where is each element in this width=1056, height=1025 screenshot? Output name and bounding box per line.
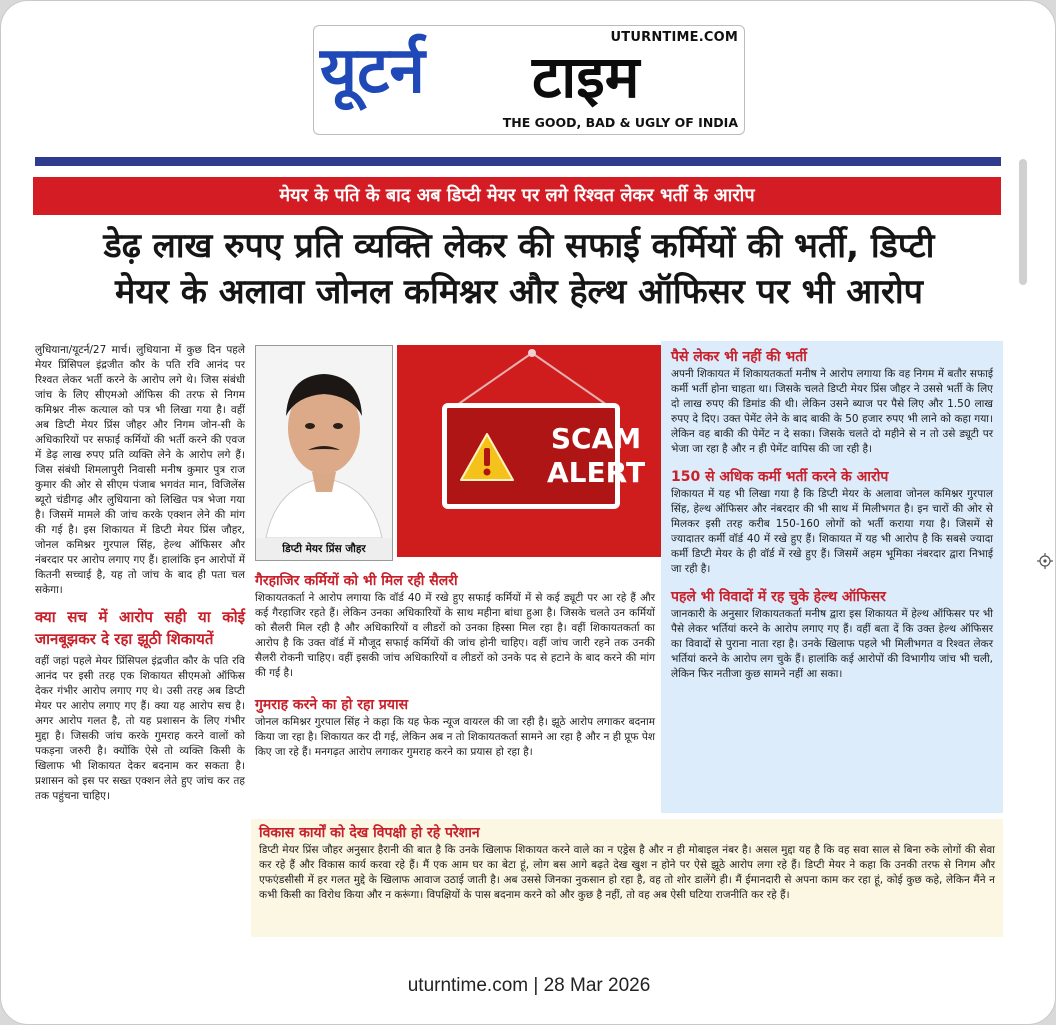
right-body-3: जानकारी के अनुसार शिकायतकर्ता मनीष द्वारा इस शिकायत में हेल्थ ऑफिसर पर भी पैसे लेकर भर्तियां करने के आरोप लगाए गए हैं। वहीं बता दें कि उक्त हेल्थ ऑफिसर का विवादों से पुराना नाता रहा है। उनके खिलाफ पहले भी मिलीभगत व रिश्वत लेकर भर्तियां करने के आरोप लग चुके हैं। हालांकि कई आरोपों की विभागीय जांच भी चली, लेकिन फिर नतीजा कुछ सामने नहीं आ सका। bbox=[671, 608, 993, 680]
masthead-logo[interactable] bbox=[313, 25, 745, 135]
scam-alert-text bbox=[547, 422, 645, 490]
masthead-site-label: UTURNTIME.COM bbox=[610, 30, 738, 45]
left-subhead: क्या सच में आरोप सही या कोई जानबूझकर दे रहा झूठी शिकायतें bbox=[35, 608, 245, 648]
right-subhead-1: पैसे लेकर भी नहीं की भर्ती bbox=[671, 349, 807, 365]
left-body: वहीं जहां पहले मेयर प्रिंसिपल इंद्रजीत कौर के पति रवि आनंद पर इसी तरह एक शिकायत सीएमओ ऑफिस देकर गंभीर आरोप लगाए गए थे। उसी तरह अब डिप्टी मेयर पर आरोप लगाए गए हैं। क्या यह आरोप सच है। अगर आरोप गलत है, तो यह प्रशासन के लिए गंभीर मुद्दा है। जिसकी जांच करके गुमराह करने वालों को पकड़ना जरुरी है। क्योंकि ऐसे तो व्यक्ति किसी के खिलाफ भी शिकायत देकर बदनाम कर सकता है। प्रशासन को इस पर सख्त एक्शन लेते हुए जांच कर तह तक पहुंचना चाहिए। bbox=[35, 655, 245, 802]
right-info-box bbox=[661, 341, 1003, 813]
bottom-subhead: विकास कार्यों को देख विपक्षी हो रहे परेशान bbox=[259, 825, 480, 841]
right-subhead-3: पहले भी विवादों में रह चुके हेल्थ ऑफिसर bbox=[671, 589, 886, 605]
scam-sign-board bbox=[442, 403, 646, 509]
left-column bbox=[35, 343, 245, 804]
lead-paragraph: लुधियाना/यूटर्न/27 मार्च। लुधियाना में कुछ दिन पहले मेयर प्रिंसिपल इंद्रजीत कौर के पति रवि आनंद पर रिश्वत लेकर भर्ती करने के आरोप लगे थे। जिस संबंधी जांच के लिए सीएमओ ऑफिस की तरफ से निगम कमिश्नर नीरू कत्याल को पत्र भी लिखा गया है। वहीं अब डिप्टी मेयर प्रिंस जौहर और निगम जोन-सी के अधिकारियों पर सफाई कर्मियों की भर्ती करने की एवज में डेढ़ लाख रुपए प्रति व्यक्ति लेने के आरोप लगे हैं। जिस संबंधी शिमलापुरी निवासी मनीष कुमार पुत्र राज कुमार की ओर से सीएम पंजाब भगवंत मान, विजिलेंस ब्यूरो चंडीगढ़ और लुधियाना को लिखित पत्र भेजा गया है। जिसमें मामले की जांच करके एक्शन लेने की मांग की गई है। इस शिकायत में डिप्टी मेयर प्रिंस जौहर, जोनल कमिश्नर गुरपाल सिंह, हेल्थ ऑफिसर और नंबरदार पर आरोप लगाए गए हैं। हालांकि इन आरोपों में कितनी सच्चाई है, यह तो जांच के बाद ही पता चल सकेगा। bbox=[35, 344, 245, 596]
right-subhead-2: 150 से अधिक कर्मी भर्ती करने के आरोप bbox=[671, 469, 889, 485]
scam-alert-image bbox=[397, 345, 667, 557]
masthead-tagline: THE GOOD, BAD & UGLY OF INDIA bbox=[502, 115, 738, 130]
middle-subhead-1: गैरहाजिर कर्मियों को भी मिल रही सैलरी bbox=[255, 573, 458, 589]
middle-column bbox=[255, 571, 655, 760]
scam-word: SCAM bbox=[550, 422, 642, 455]
newspaper-clipping bbox=[31, 157, 1007, 955]
warning-triangle-icon bbox=[457, 430, 517, 486]
headline-line-2: मेयर के अलावा जोनल कमिश्नर और हेल्थ ऑफिसर पर भी आरोप bbox=[115, 272, 923, 312]
masthead-brand-left: यूटर्न bbox=[320, 34, 425, 108]
headline-line-1: डेढ़ लाख रुपए प्रति व्यक्ति लेकर की सफाई कर्मियों की भर्ती, डिप्टी bbox=[103, 226, 935, 266]
footer-source-date: uturntime.com | 28 Mar 2026 bbox=[407, 975, 651, 996]
right-column bbox=[671, 347, 993, 682]
middle-body-1: शिकायतकर्ता ने आरोप लगाया कि वॉर्ड 40 में रखे हुए सफाई कर्मियों में से कई ड्यूटी पर आ रहे हैं और कई गैरहाजिर रहते हैं। लेकिन उनका अधिकारियों के साथ महीना बांधा हुआ है। जिसके चलते उन कर्मियों को सैलरी मिल रही है और अधिकारियों व लीडरों को उनका हिस्सा मिल रहा है। वहीं शिकायतकर्ता का आरोप है कि उक्त वॉर्ड में मौजूद सफाई कर्मियों की जांच होनी चाहिए। वहीं जांच जारी रहने तक उनकी सैलरी रोकनी चाहिए। वहीं इसकी जांच अधिकारियों व लीडरों को उनके पद से हटाने के बाद करने की मांग की गई है। bbox=[255, 592, 655, 679]
middle-subhead-2: गुमराह करने का हो रहा प्रयास bbox=[255, 697, 409, 713]
photo-caption: डिप्टी मेयर प्रिंस जौहर bbox=[256, 538, 392, 560]
bottom-info-box bbox=[251, 819, 1003, 937]
portrait-illustration bbox=[256, 346, 392, 538]
right-body-2: शिकायत में यह भी लिखा गया है कि डिप्टी मेयर के अलावा जोनल कमिश्नर गुरपाल सिंह, हेल्थ ऑफिसर और नंबरदार की भी साथ में मिलीभगत है। इन चारों की ओर से मिलकर इसी तरह करीब 150-160 लोगों को भर्ती कराया गया है। जिसमें से ज्यादातर कर्मी वॉर्ड 40 में रखे हुए हैं। शिकायत में यह भी आरोप है कि सबसे ज्यादा कर्मी डिप्टी मेयर के ही वॉर्ड में रखे हुए हैं। जिसमें अहम भूमिका नंबरदार द्वारा निभाई जा रही है। bbox=[671, 488, 993, 575]
crosshair-icon[interactable] bbox=[1037, 553, 1053, 569]
alert-word: ALERT bbox=[547, 456, 646, 489]
middle-body-2: जोनल कमिश्नर गुरपाल सिंह ने कहा कि यह फेक न्यूज वायरल की जा रही है। झूठे आरोप लगाकर बदनाम किया जा रहा है। शिकायत कर दी गई, लेकिन अब न तो शिकायतकर्ता सामने आ रहा है और न ही प्रूफ पेश किए जा रहे हैं। मनगढ़त आरोप लगाकर गुमराह करने का प्रयास हो रहा है। bbox=[255, 716, 655, 758]
right-body-1: अपनी शिकायत में शिकायतकर्ता मनीष ने आरोप लगाया कि वह निगम में बतौर सफाई कर्मी भर्ती होना चाहता था। जिसके चलते डिप्टी मेयर प्रिंस जौहर ने उससे भर्ती के लिए दो लाख रुपए की डिमांड की थी। लेकिन उसने ब्याज पर पैसे लिए और 1.50 लाख रुपए दे दिए। उक्त पेमेंट लेने के बाद बाकी के 50 हजार रुपए भी लाने को कहा गया। लेकिन वह बाकी की पेमेंट न दे सका। जिसके चलते दो महीने से न तो उसे ड्यूटी पर भेजा जा रहा है और न ही पेमेंट वापिस की जा रही है। bbox=[671, 368, 993, 455]
headline bbox=[39, 223, 999, 315]
masthead-brand-right: टाइम bbox=[532, 43, 640, 111]
top-rule bbox=[35, 157, 1001, 166]
bottom-column bbox=[259, 823, 995, 903]
scrollbar-thumb[interactable] bbox=[1019, 159, 1027, 285]
bottom-body: डिप्टी मेयर प्रिंस जौहर अनुसार हैरानी की बात है कि उनके खिलाफ शिकायत करने वाले का न एड्रेस है और न ही मोबाइल नंबर है। असल मुद्दा यह है कि वह सवा साल से बिना रुके लोगों की सेवा कर रहे हैं और विकास कार्य करवा रहे हैं। मैं एक आम घर का बेटा हूं, लोग बस आगे बढ़ते देख खुश न होने पर ऐसे झूठे आरोप लगा रहे हैं। डिप्टी मेयर ने कहा कि उनकी तरफ से निगम और एफएंडसीसी में हर गलत मुद्दे के खिलाफ आवाज उठाई जाती है। अब उससे जिनका नुकसान हो रहा है, वह तो शोर डालेंगे ही। मैं ईमानदारी से अपना काम कर रहा हूं, कोई कुछ कहे, लेकिन मैंने न कभी किसी का विरोध किया और न करूंगा। विपक्षियों के पास बदनाम करने को और कुछ है नहीं, तो वह अब ऐसी घटिया राजनीति कर रहे हैं। bbox=[259, 844, 996, 901]
kicker-banner: मेयर के पति के बाद अब डिप्टी मेयर पर लगे रिश्वत लेकर भर्ती के आरोप bbox=[33, 177, 1001, 215]
deputy-mayor-photo bbox=[255, 345, 393, 561]
